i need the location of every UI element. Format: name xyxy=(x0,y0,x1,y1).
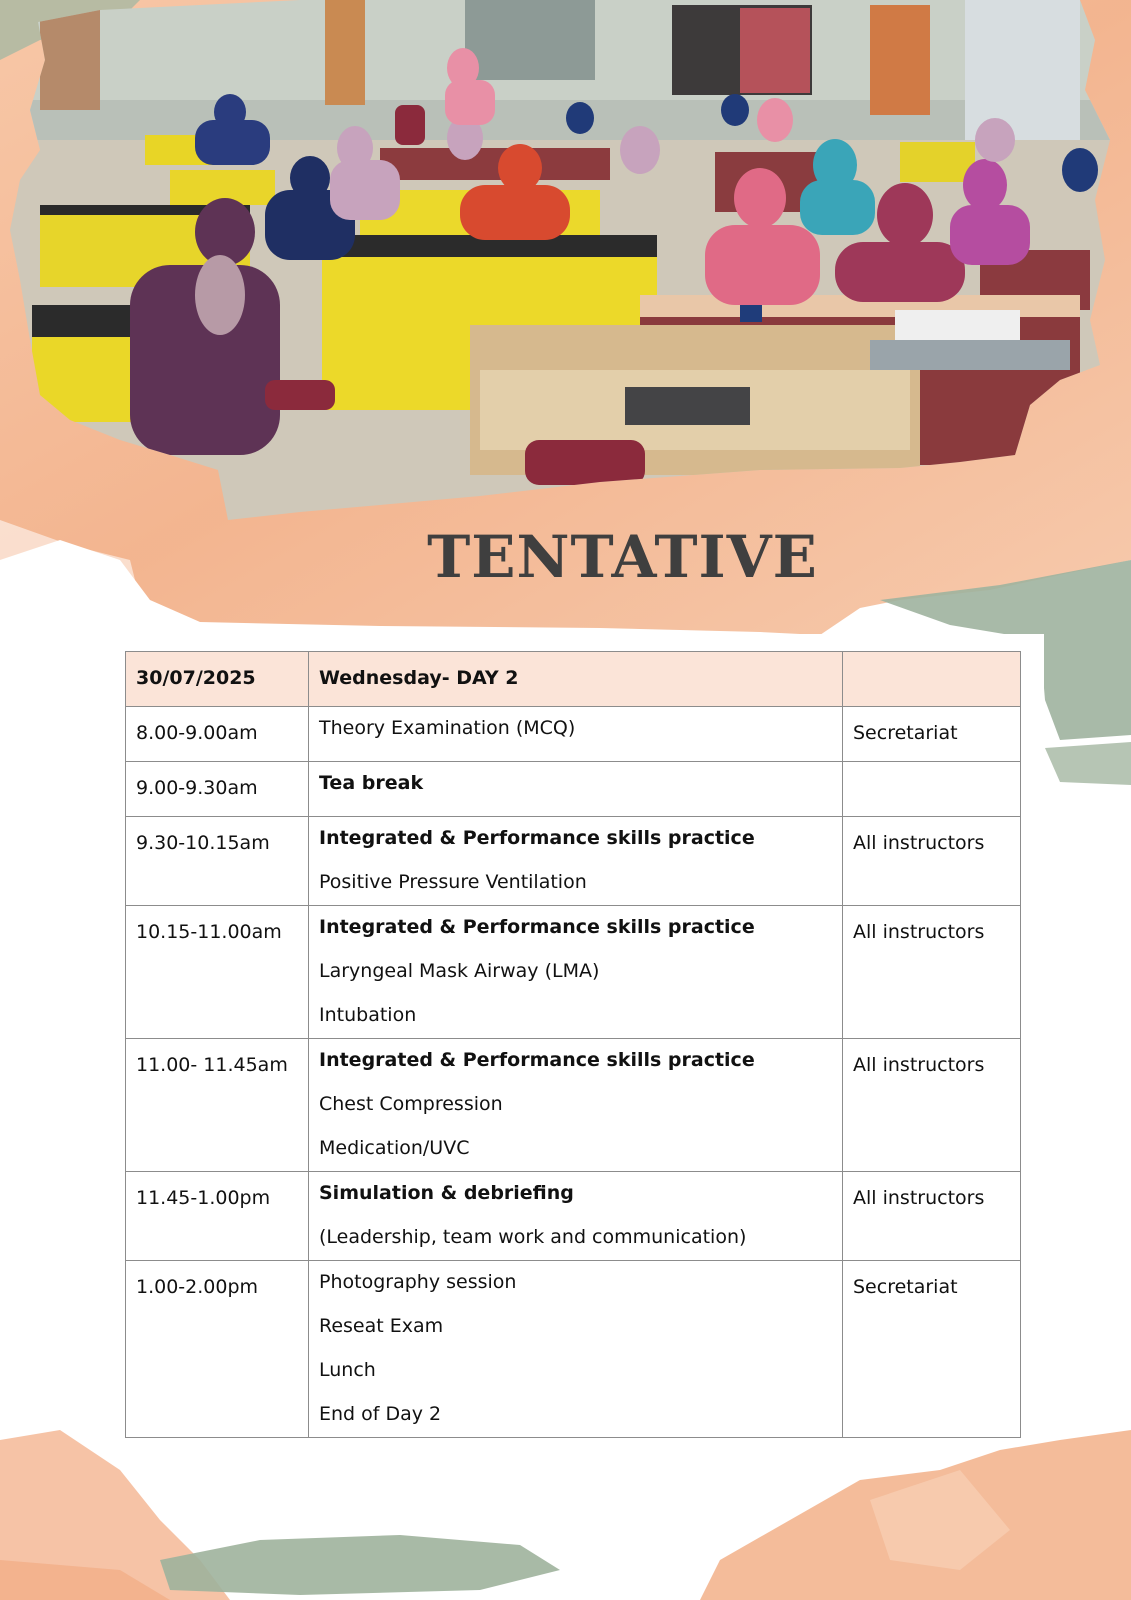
activity-line: Positive Pressure Ventilation xyxy=(319,871,587,893)
schedule-table xyxy=(125,651,1021,1438)
activity-line: Chest Compression xyxy=(319,1093,503,1115)
schedule-header-row xyxy=(126,652,1021,707)
activity-line: Photography session xyxy=(319,1271,517,1293)
table-row xyxy=(126,707,1021,762)
activity-line: Simulation & debriefing xyxy=(319,1182,574,1204)
pic-cell: All instructors xyxy=(843,817,1021,906)
activity-line: Integrated & Performance skills practice xyxy=(319,1049,755,1071)
activity-line: (Leadership, team work and communication) xyxy=(319,1226,747,1248)
activity-line: Integrated & Performance skills practice xyxy=(319,916,755,938)
activity-line: End of Day 2 xyxy=(319,1403,442,1425)
activity-line: Intubation xyxy=(319,1004,417,1026)
classroom-photo xyxy=(0,0,1131,540)
activity-cell xyxy=(309,906,843,1039)
activity-line: Tea break xyxy=(319,772,424,794)
pic-cell: Secretariat xyxy=(843,1261,1021,1438)
pic-cell: All instructors xyxy=(843,1172,1021,1261)
activity-line: Laryngeal Mask Airway (LMA) xyxy=(319,960,600,982)
time-cell: 9.30-10.15am xyxy=(126,817,309,906)
activity-cell xyxy=(309,817,843,906)
activity-line: Medication/UVC xyxy=(319,1137,470,1159)
page-title: TENTATIVE xyxy=(427,523,818,591)
pic-cell: All instructors xyxy=(843,906,1021,1039)
header-pic xyxy=(843,652,1021,707)
table-row xyxy=(126,1261,1021,1438)
table-row xyxy=(126,817,1021,906)
time-cell: 9.00-9.30am xyxy=(126,762,309,817)
pic-cell xyxy=(843,762,1021,817)
activity-line: Integrated & Performance skills practice xyxy=(319,827,755,849)
time-cell: 11.45-1.00pm xyxy=(126,1172,309,1261)
activity-line: Reseat Exam xyxy=(319,1315,444,1337)
time-cell: 8.00-9.00am xyxy=(126,707,309,762)
activity-cell xyxy=(309,1172,843,1261)
activity-cell xyxy=(309,1261,843,1438)
activity-cell xyxy=(309,762,843,817)
time-cell: 10.15-11.00am xyxy=(126,906,309,1039)
time-cell: 11.00- 11.45am xyxy=(126,1039,309,1172)
header-date: 30/07/2025 xyxy=(126,652,309,707)
table-row xyxy=(126,762,1021,817)
table-row xyxy=(126,1039,1021,1172)
table-row xyxy=(126,906,1021,1039)
activity-line: Theory Examination (MCQ) xyxy=(319,717,576,739)
activity-line: Lunch xyxy=(319,1359,376,1381)
activity-cell xyxy=(309,1039,843,1172)
header-day: Wednesday- DAY 2 xyxy=(309,652,843,707)
pic-cell: Secretariat xyxy=(843,707,1021,762)
activity-cell xyxy=(309,707,843,762)
time-cell: 1.00-2.00pm xyxy=(126,1261,309,1438)
pic-cell: All instructors xyxy=(843,1039,1021,1172)
table-row xyxy=(126,1172,1021,1261)
